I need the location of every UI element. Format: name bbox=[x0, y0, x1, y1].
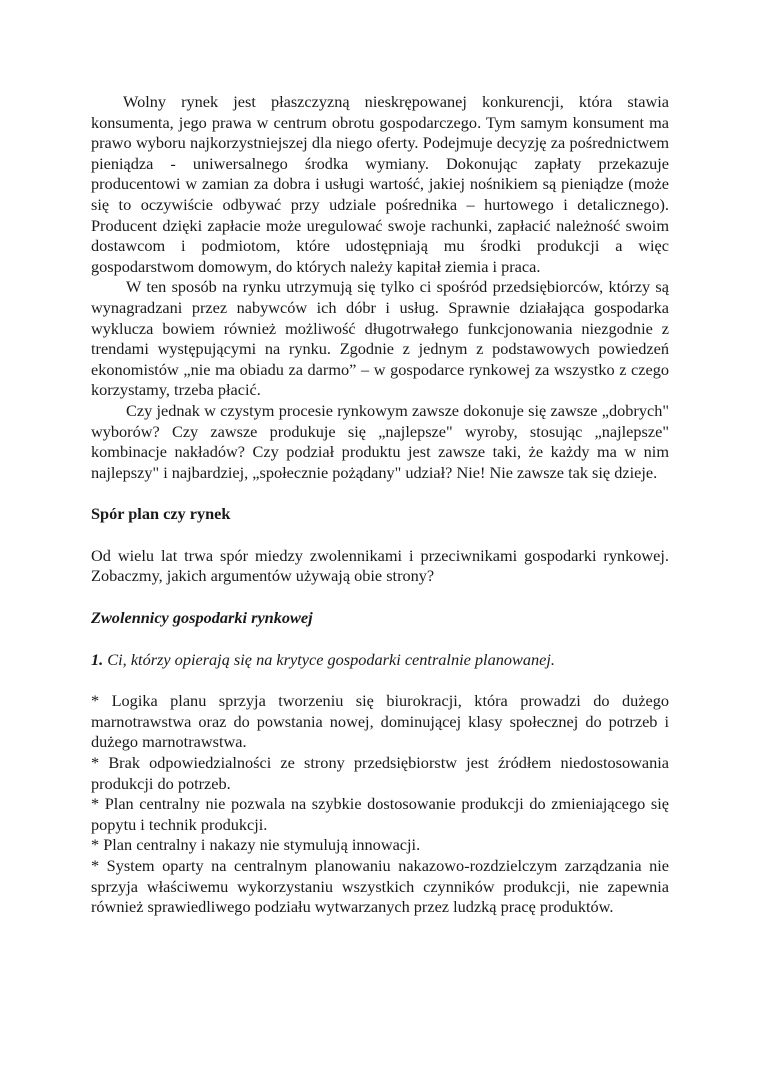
bullet-item: * Plan centralny nie pozwala na szybkie dostosowanie produkcji do zmieniającego się popytu i technik produkcji. bbox=[91, 794, 669, 834]
spacer bbox=[91, 525, 669, 546]
bullet-item: * Logika planu sprzyja tworzeniu się biurokracji, która prowadzi do dużego marnotrawstwa oraz do powstania nowej, dominującej klasy społecznej do potrzeb i dużego marnotrawstwa. bbox=[91, 691, 669, 752]
paragraph-questions: Czy jednak w czystym procesie rynkowym zawsze dokonuje się zawsze „dobrych" wyborów? Czy zawsze produkuje się „najlepsze" wyroby, stosując „najlepsze" kombinacje nakładów? Czy podział produktu jest zawsze taki, że każdy ma w nim najlepszy" i najbardziej, „społecznie pożądany" udział? Nie! Nie zawsze tak się dzieje. bbox=[91, 400, 669, 482]
subheading-market-supporters: Zwolennicy gospodarki rynkowej bbox=[91, 608, 313, 628]
spacer bbox=[91, 587, 669, 608]
spacer bbox=[91, 629, 669, 650]
section-heading-plan-vs-market: Spór plan czy rynek bbox=[91, 504, 231, 524]
document-page bbox=[91, 92, 669, 918]
spacer bbox=[91, 670, 669, 691]
point-one-text: Ci, którzy opierają się na krytyce gospodarki centralnie planowanej. bbox=[107, 649, 555, 669]
paragraph-entrepreneurs: W ten sposób na rynku utrzymują się tylko ci spośród przedsiębiorców, którzy są wynagradzani przez nabywców ich dóbr i usług. Sprawnie działająca gospodarka wyklucza bowiem również możliwość długotrwałego funkcjonowania niezgodnie z trendami występującymi na rynku. Zgodnie z jednym z podstawowych powiedzeń ekonomistów „nie ma obiadu za darmo” – w gospodarce rynkowej za wszystko z czego korzystamy, trzeba płacić. bbox=[91, 277, 669, 400]
bullet-item: * Plan centralny i nakazy nie stymulują innowacji. bbox=[91, 835, 421, 855]
point-one-number: 1. bbox=[91, 649, 104, 669]
paragraph-intro: Od wielu lat trwa spór miedzy zwolennikami i przeciwnikami gospodarki rynkowej. Zobaczmy, jakich argumentów używają obie strony? bbox=[91, 545, 669, 586]
paragraph-free-market: Wolny rynek jest płaszczyzną nieskrępowanej konkurencji, która stawia konsumenta, jego prawa w centrum obrotu gospodarczego. Tym samym konsument ma prawo wyboru najkorzystniejszej dla niego oferty. Podejmuje decyzję za pośrednictwem pieniądza - uniwersalnego środka wymiany. Dokonując zapłaty przekazuje producentowi w zamian za dobra i usługi wartość, jakiej nośnikiem są pieniądze (może się to oczywiście odbywać przy udziale pośrednika – hurtowego i detalicznego). Producent dzięki zapłacie może uregulować swoje rachunki, zapłacić należność swoim dostawcom i podmiotom, które udostępniają mu środki produkcji a więc gospodarstwom domowym, do których należy kapitał ziemia i praca. bbox=[91, 92, 669, 276]
bullet-item: * Brak odpowiedzialności ze strony przedsiębiorstw jest źródłem niedostosowania produkcji do potrzeb. bbox=[91, 753, 669, 793]
bullet-item: * System oparty na centralnym planowaniu nakazowo-rozdzielczym zarządzania nie sprzyja właściwemu wykorzystaniu wszystkich czynników produkcji, nie zapewnia również sprawiedliwego podziału wytwarzanych przez ludzką pracę produktów. bbox=[91, 856, 669, 917]
spacer bbox=[91, 483, 669, 504]
point-one bbox=[91, 650, 669, 671]
